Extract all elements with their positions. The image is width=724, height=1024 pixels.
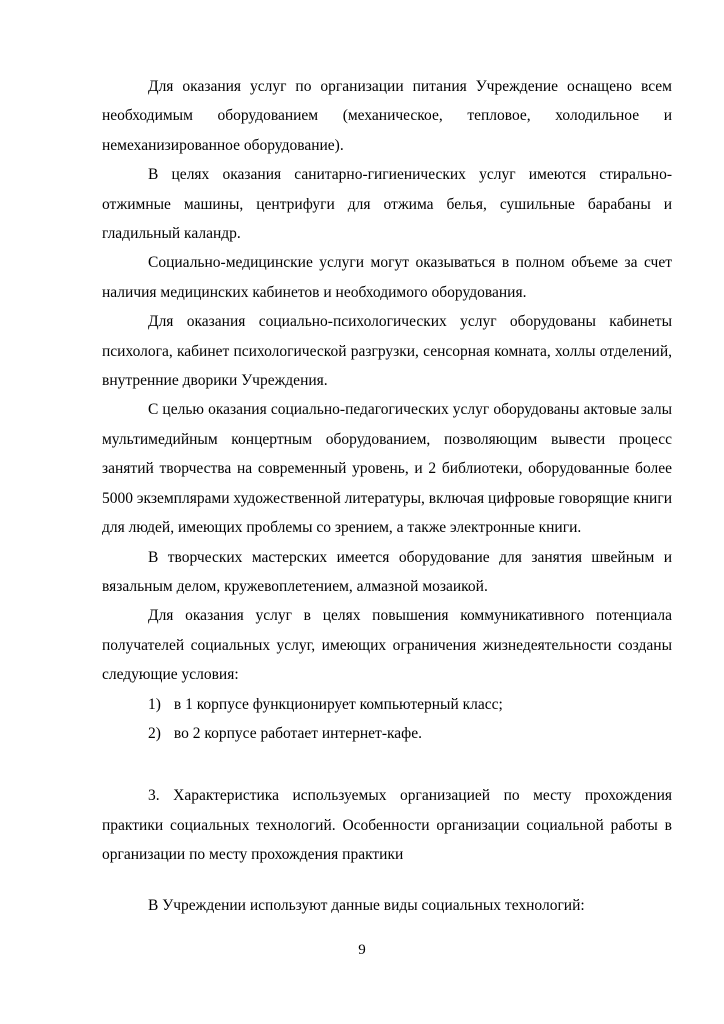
paragraph-communication-conditions: Для оказания услуг в целях повышения коммуникативного потенциала получателей социальных услуг, имеющих ограничения жизнедеятельности созданы следующие условия: [102,607,672,684]
paragraph-psychological-services: Для оказания социально-психологических услуг оборудованы кабинеты психолога, кабинет психологической разгрузки, сенсорная комната, холлы отделений, внутренние дворики Учреждения. [102,313,672,390]
paragraph-food-equipment: Для оказания услуг по организации питания Учреждение оснащено всем необходимым оборудованием (механическое, тепловое, холодильное и немеханизированное оборудование). [102,78,672,154]
list-item-number: 2) [148,724,161,742]
paragraph-pedagogical-services: С целью оказания социально-педагогических услуг оборудованы актовые залы мультимедийным концертным оборудованием, позволяющим вывести процесс занятий творчества на современный уровень, и 2 библиотеки, оборудованные более 5000 экземплярами художественной литературы, включая цифровые говорящие книги для людей, имеющих проблемы со зрением, а также электронные книги. [102,401,672,537]
section-heading: 3. Характеристика используемых организацией по месту прохождения практики социальных технологий. Особенности организации социальной работы в организации по месту прохождения практики [102,787,672,864]
list-item [102,690,672,719]
list-item [102,719,672,748]
list-item-number: 1) [148,695,161,713]
paragraph-sanitary-equipment: В целях оказания санитарно-гигиенических услуг имеются стирально-отжимные машины, центрифуги для отжима белья, сушильные барабаны и гладильный каландр. [102,166,672,243]
page-number: 9 [358,942,366,958]
list-item-text: во 2 корпусе работает интернет-кафе. [173,724,422,742]
paragraph-workshops: В творческих мастерских имеется оборудование для занятия швейным и вязальным делом, кружевоплетением, алмазной мозаикой. [102,548,672,595]
paragraph-medical-services: Социально-медицинские услуги могут оказываться в полном объеме за счет наличия медицинских кабинетов и необходимого оборудования. [102,254,672,301]
list-item-text: в 1 корпусе функционирует компьютерный класс; [173,695,503,713]
document-page [102,72,672,920]
paragraph-technologies-intro: В Учреждении используют данные виды социальных технологий: [148,896,585,914]
